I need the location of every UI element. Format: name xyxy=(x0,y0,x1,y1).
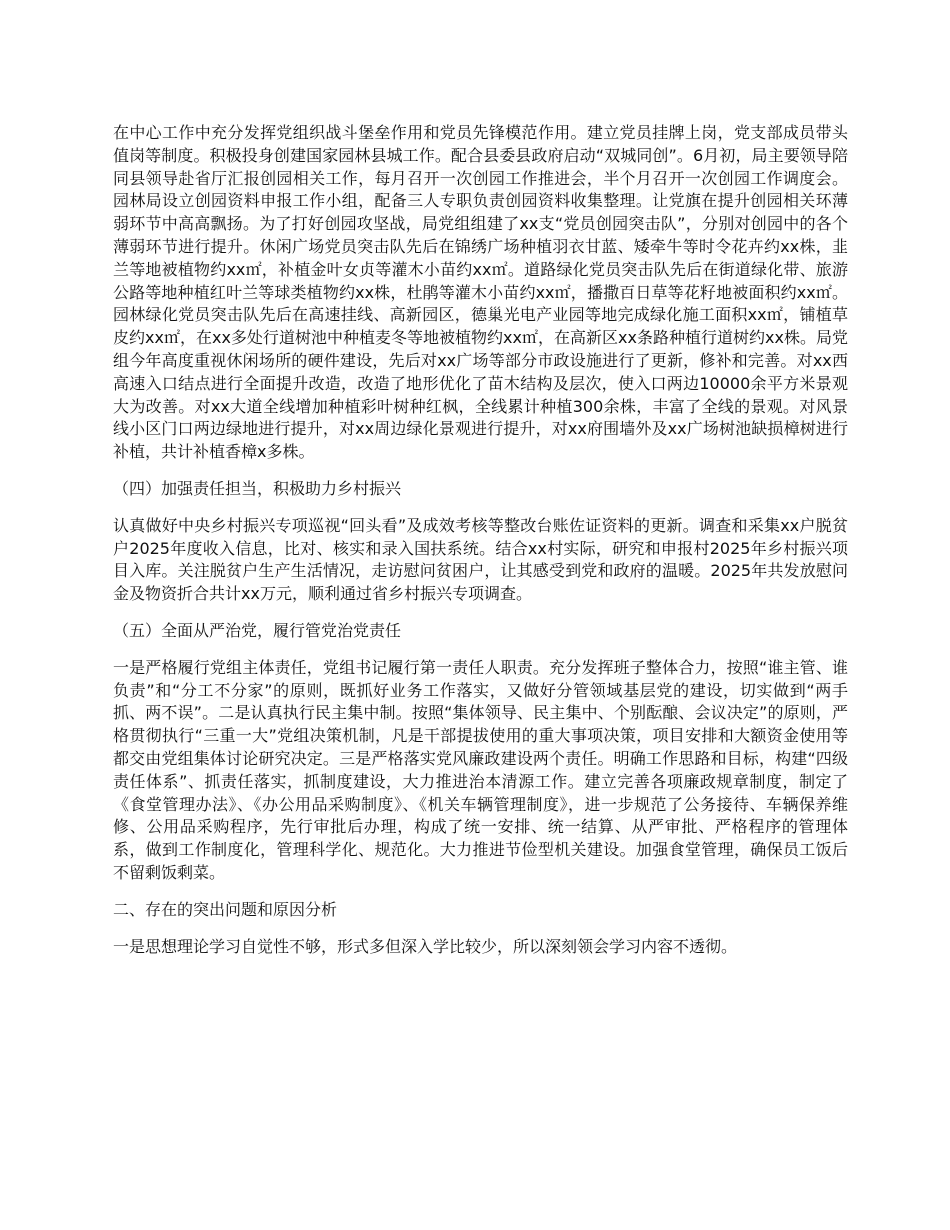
paragraph-party-governance: 一是严格履行党组主体责任，党组书记履行第一责任人职责。充分发挥班子整体合力，按照“谁主管、谁负责”和“分工不分家”的原则，既抓好业务工作落实，又做好分管领域基层党的建设，切实做到“两手抓、两不误”。二是认真执行民主集中制。按照“集体领导、民主集中、个别酝酿、会议决定”的原则，严格贯彻执行“三重一大”党组决策机制，凡是干部提拔使用的重大事项决策，项目安排和大额资金使用等都交由党组集体讨论研究决定。三是严格落实党风廉政建设两个责任。明确工作思路和目标，构建“四级责任体系”、抓责任落实，抓制度建设，大力推进治本清源工作。建立完善各项廉政规章制度，制定了《食堂管理办法》、《办公用品采购制度》、《机关车辆管理制度》，进一步规范了公务接待、车辆保养维修、公用品采购程序，先行审批后办理，构成了统一安排、统一结算、从严审批、严格程序的管理体系，做到工作制度化，管理科学化、规范化。大力推进节俭型机关建设。加强食堂管理，确保员工饭后不留剩饭剩菜。 xyxy=(113,657,848,882)
section-heading-problems: 二、存在的突出问题和原因分析 xyxy=(113,899,338,919)
section-heading-rural-revitalization: （四）加强责任担当，积极助力乡村振兴 xyxy=(113,478,402,498)
paragraph-rural-revitalization: 认真做好中央乡村振兴专项巡视“回头看”及成效考核等整改台账佐证资料的更新。调查和采集xx户脱贫户2025年度收入信息，比对、核实和录入国扶系统。结合xx村实际，研究和申报村2025年乡村振兴项目入库。关注脱贫户生产生活情况，走访慰问贫困户，让其感受到党和政府的温暖。2025年共发放慰问金及物资折合共计xx万元，顺利通过省乡村振兴专项调查。 xyxy=(113,515,848,604)
section-heading-party-governance: （五）全面从严治党，履行管党治党责任 xyxy=(113,620,402,640)
document-body xyxy=(113,122,848,972)
paragraph-party-work: 在中心工作中充分发挥党组织战斗堡垒作用和党员先锋模范作用。建立党员挂牌上岗，党支部成员带头值岗等制度。积极投身创建国家园林县城工作。配合县委县政府启动“双城同创”。6月初，局主要领导陪同县领导赴省厅汇报创园相关工作，每月召开一次创园工作推进会，半个月召开一次创园工作调度会。园林局设立创园资料申报工作小组，配备三人专职负责创园资料收集整理。让党旗在提升创园相关环薄弱环节中高高飘扬。为了打好创园攻坚战，局党组组建了xx支“党员创园突击队”，分别对创园中的各个薄弱环节进行提升。休闲广场党员突击队先后在锦绣广场种植羽衣甘蓝、矮牵牛等时令花卉约xx株，韭兰等地被植物约xx㎡，补植金叶女贞等灌木小苗约xx㎡。道路绿化党员突击队先后在街道绿化带、旅游公路等地种植红叶兰等球类植物约xx株，杜鹃等灌木小苗约xx㎡，播撒百日草等花籽地被面积约xx㎡。园林绿化党员突击队先后在高速挂线、高新园区，德巢光电产业园等地完成绿化施工面积xx㎡，铺植草皮约xx㎡，在xx多处行道树池中种植麦冬等地被植物约xx㎡，在高新区xx条路种植行道树约xx株。局党组今年高度重视休闲场所的硬件建设，先后对xx广场等部分市政设施进行了更新，修补和完善。对xx西高速入口结点进行全面提升改造，改造了地形优化了苗木结构及层次，使入口两边10000余平方米景观大为改善。对xx大道全线增加种植彩叶树种红枫，全线累计种植300余株，丰富了全线的景观。对风景线小区门口两边绿地进行提升，对xx周边绿化景观进行提升，对xx府围墙外及xx广场树池缺损樟树进行补植，共计补植香樟x多株。 xyxy=(113,123,848,462)
paragraph-problems: 一是思想理论学习自觉性不够，形式多但深入学比较少，所以深刻领会学习内容不透彻。 xyxy=(113,936,738,956)
